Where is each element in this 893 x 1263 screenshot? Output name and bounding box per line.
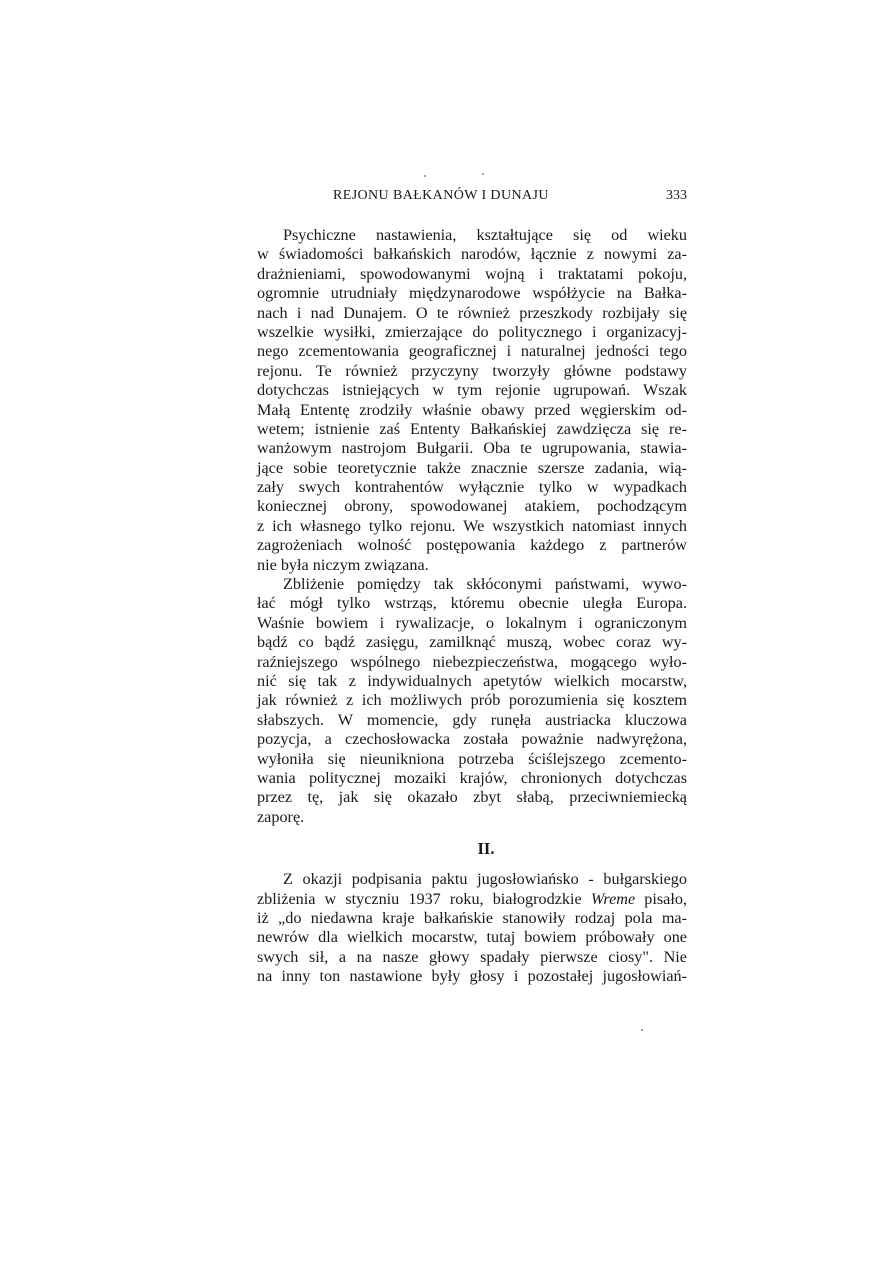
text-line: dotychczas istniejących w tym rejonie ugrupowań. Wszak [257,381,687,400]
text-line: raźniejszego wspólnego niebezpieczeństwa, mogącego wyło- [257,652,687,671]
text-line: zaporę. [257,807,305,826]
text-line: Psychiczne nastawienia, kształtujące się od wieku [283,226,687,244]
scan-speck [482,173,484,175]
text-line: w świadomości bałkańskich narodów, łącznie z nowymi za- [257,245,687,264]
body-text [257,226,687,986]
text-line: nie była niczym związana. [257,555,429,574]
text-line: wyłoniła się nieunikniona potrzeba ściślejszego zcemento- [257,749,687,768]
text-line: z ich własnego tylko rejonu. We wszystkich natomiast innych [257,516,687,535]
paragraph-3 [257,870,687,986]
text-line: słabszych. W momencie, gdy runęła austriacka kluczowa [257,710,687,729]
text-line: wania politycznej mozaiki krajów, chronionych dotychczas [257,768,687,787]
text-line: Z okazji podpisania paktu jugosłowiańsko - bułgarskiego [283,870,687,889]
text-line: ogromnie utrudniały międzynarodowe współżycie na Bałka- [257,284,687,303]
text-line: na inny ton nastawione były głosy i pozostałej jugosłowiań- [257,967,687,986]
text-line: koniecznej obrony, spowodowanej atakiem, pochodzącym [257,497,687,516]
text-line: nić się tak z indywidualnych apetytów wielkich mocarstw, [257,671,687,690]
text-line: wetem; istnienie zaś Ententy Bałkańskiej zawdzięcza się re- [257,419,687,438]
paragraph-2 [257,575,687,827]
text-line: newrów dla wielkich mocarstw, tutaj bowiem próbowały one [257,928,687,947]
text-line: pozycja, a czechosłowacka została poważnie nadwyrężona, [257,730,687,749]
running-title: REJONU BAŁKANÓW I DUNAJU [333,188,549,203]
text-line: iż „do niedawna kraje bałkańskie stanowiły rodzaj pola ma- [257,908,687,927]
text-line: nego zcementowania geograficznej i naturalnej jedności tego [257,342,687,361]
page-number: 333 [666,188,687,203]
text-line: zbliżenia w styczniu 1937 roku, białogrodzkie Wreme pisało, [257,889,687,908]
text-line: Waśnie bowiem i rywalizacje, o lokalnym i ograniczonym [257,613,687,632]
text-line: rejonu. Te również przyczyny tworzyły główne podstawy [257,361,687,380]
text-line: swych sił, a na nasze głowy spadały pierwsze ciosy". Nie [257,947,687,966]
paragraph-1 [257,226,687,575]
text-line: drażnieniami, spowodowanymi wojną i traktatami pokoju, [257,264,687,283]
text-line: wszelkie wysiłki, zmierzające do politycznego i organizacyj- [257,322,687,341]
text-line: Zbliżenie pomiędzy tak skłóconymi państwami, wywo- [283,575,687,594]
text-line: jak również z ich możliwych prób porozumienia się kosztem [257,691,687,710]
text-line: bądź co bądź zasięgu, zamilknąć muszą, wobec coraz wy- [257,633,687,652]
section-heading: II. [477,839,495,859]
text-line: nach i nad Dunajem. O te również przeszkody rozbijały się [257,303,687,322]
text-line: wanżowym nastrojom Bułgarii. Oba te ugrupowania, stawia- [257,439,687,458]
text-line: łać mógł tylko wstrząs, któremu obecnie uległa Europa. [257,594,687,613]
text-line: przez tę, jak się okazało zbyt słabą, przeciwniemiecką [257,788,687,807]
newspaper-title: Wreme [590,889,636,908]
scan-speck [641,1029,643,1031]
text-line: jące sobie teoretycznie także znacznie szersze zadania, wią- [257,458,687,477]
scan-speck [424,175,426,177]
page-header [257,188,687,208]
text-line: Małą Ententę zrodziły właśnie obawy przed węgierskim od- [257,400,687,419]
text-line: zagrożeniach wolność postępowania każdego z partnerów [257,536,687,555]
text-line: zały swych kontrahentów wyłącznie tylko w wypadkach [257,478,687,497]
